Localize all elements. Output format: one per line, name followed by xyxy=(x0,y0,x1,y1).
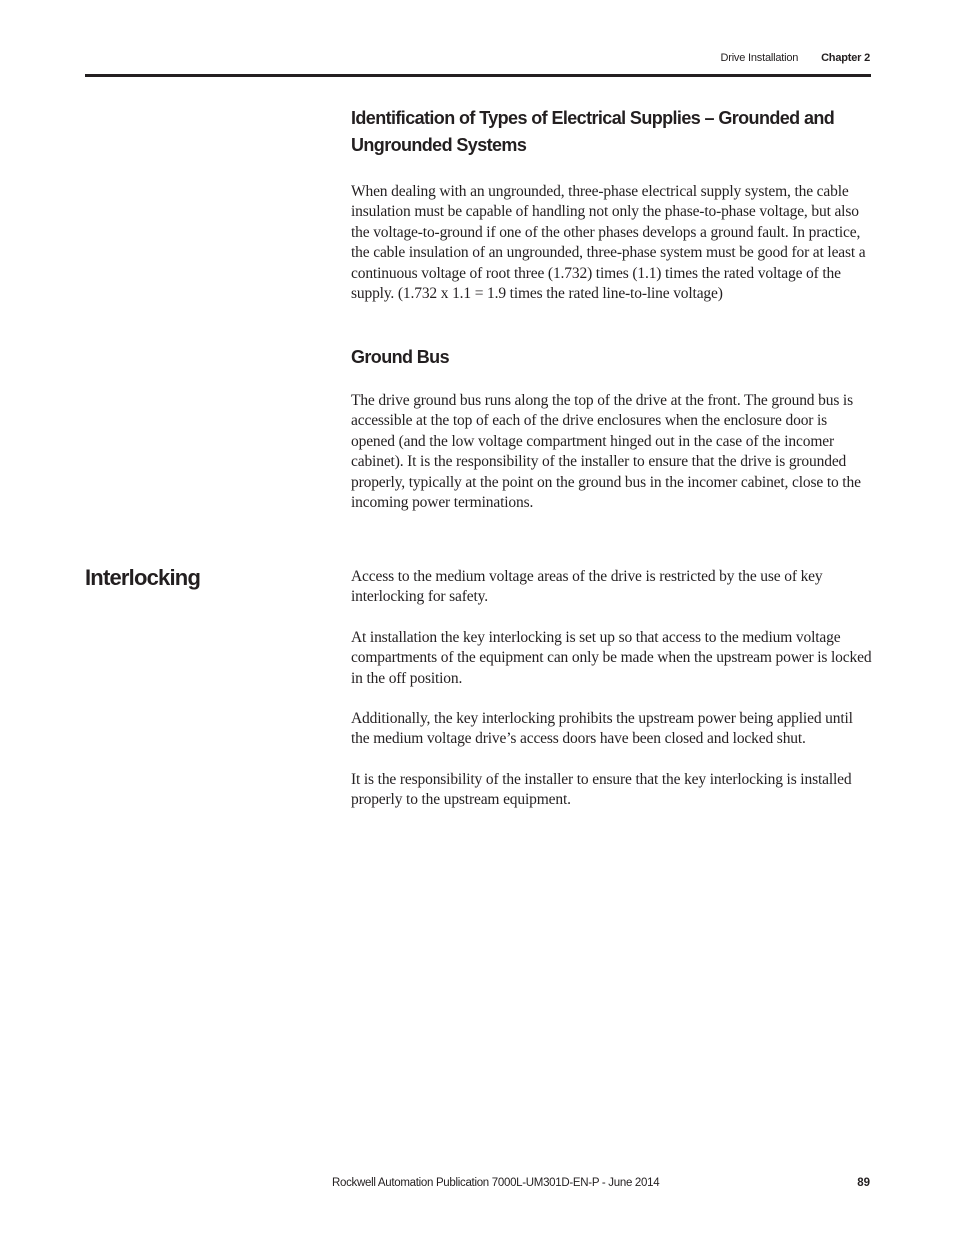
identification-heading-line2: Ungrounded Systems xyxy=(351,135,527,155)
interlocking-section xyxy=(351,567,873,811)
header-section-name: Drive Installation xyxy=(720,52,799,64)
interlocking-paragraph-4: It is the responsibility of the installer to ensure that the key interlocking is installed properly to the upstream equipment. xyxy=(351,770,852,809)
interlocking-paragraph-2: At installation the key interlocking is set up so that access to the medium voltage compartments of the equipment can only be made when the upstream power is locked in the off position. xyxy=(351,628,872,687)
header-chapter-label: Chapter 2 xyxy=(821,52,870,64)
identification-section xyxy=(351,105,873,304)
identification-heading-line1: Identification of Types of Electrical Supplies – Grounded and xyxy=(351,108,835,128)
identification-heading xyxy=(351,105,873,159)
ground-bus-paragraph: The drive ground bus runs along the top of the drive at the front. The ground bus is accessible at the top of each of the drive enclosures when the enclosure door is opened (and the low voltage compartment hinged out in the case of the incomer cabinet). It is the responsibility of the installer to ensure that the drive is grounded properly, typically at the point on the ground bus in the incomer cabinet, close to the incoming power terminations. xyxy=(351,392,861,512)
footer-page-number: 89 xyxy=(857,1177,870,1189)
ground-bus-section xyxy=(351,344,873,513)
interlocking-heading: Interlocking xyxy=(85,565,201,590)
ground-bus-heading: Ground Bus xyxy=(351,347,449,367)
interlocking-paragraph-3: Additionally, the key interlocking prohibits the upstream power being applied until the medium voltage drive’s access doors have been closed and locked shut. xyxy=(351,710,853,748)
footer-publication: Rockwell Automation Publication 7000L-UM301D-EN-P - June 2014 xyxy=(332,1177,660,1189)
running-header xyxy=(720,52,870,64)
interlocking-paragraph-1: Access to the medium voltage areas of the drive is restricted by the use of key interlocking for safety. xyxy=(351,568,823,606)
header-rule xyxy=(85,74,871,77)
identification-paragraph: When dealing with an ungrounded, three-phase electrical supply system, the cable insulation must be capable of handling not only the phase-to-phase voltage, but also the voltage-to-ground if one of the other phases develops a ground fault. In practice, the cable insulation of an ungrounded, three-phase system must be good for at least a continuous voltage of root three (1.732) times (1.1) times the rated voltage of the supply. (1.732 x 1.1 = 1.9 times the rated line-to-line voltage) xyxy=(351,183,866,303)
